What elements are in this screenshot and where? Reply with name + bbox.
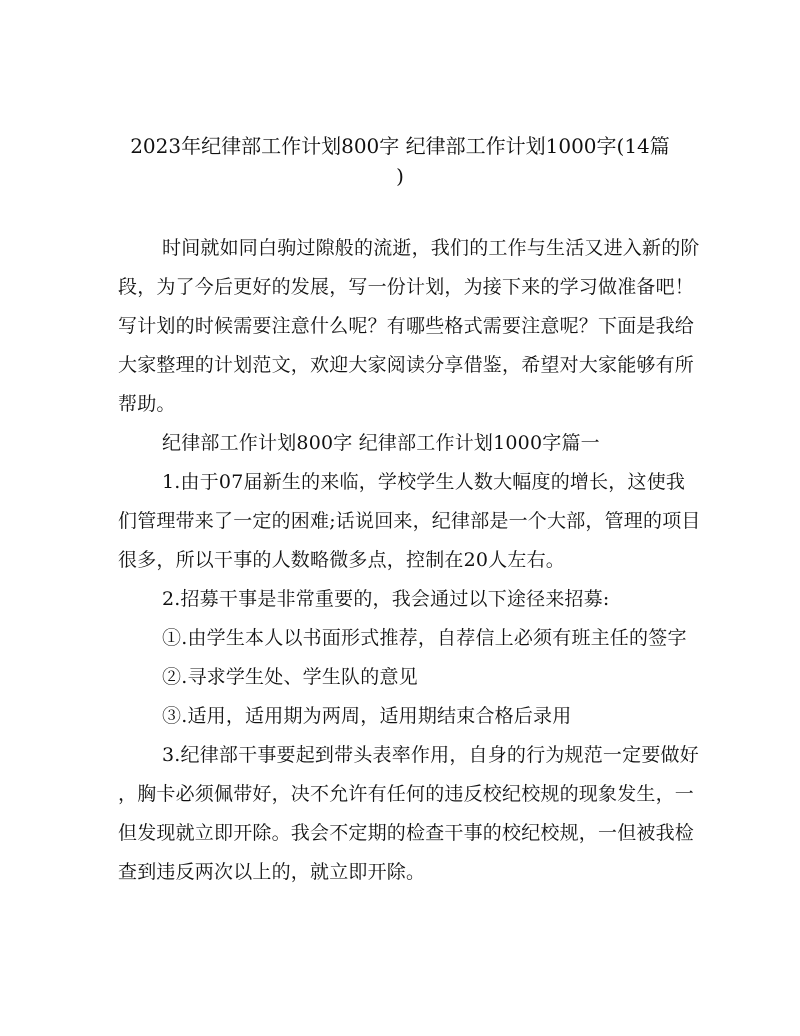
intro-line-2: 段，为了今后更好的发展，写一份计划，为接下来的学习做准备吧！	[118, 276, 695, 298]
intro-line-1: 时间就如同白驹过隙般的流逝，我们的工作与生活又进入新的阶	[162, 237, 700, 259]
title-line-2: )	[396, 164, 404, 188]
document-title	[100, 131, 700, 191]
intro-line-5: 帮助。	[118, 393, 176, 415]
section-heading: 纪律部工作计划800字 纪律部工作计划1000字篇一	[162, 432, 600, 454]
item-3-line-3: 但发现就立即开除。我会不定期的检查干事的校纪校规，一但被我检	[118, 822, 695, 844]
intro-line-3: 写计划的时候需要注意什么呢？有哪些格式需要注意呢？下面是我给	[118, 315, 695, 337]
title-line-1: 2023年纪律部工作计划800字 纪律部工作计划1000字(14篇	[130, 134, 670, 158]
sub-item-1: ①.由学生本人以书面形式推荐，自荐信上必须有班主任的签字	[162, 627, 687, 649]
sub-item-2: ②.寻求学生处、学生队的意见	[162, 666, 418, 688]
item-2-line: 2.招募干事是非常重要的，我会通过以下途径来招募:	[162, 588, 610, 610]
sub-item-3: ③.适用，适用期为两周，适用期结束合格后录用	[162, 705, 572, 727]
item-1-line-1: 1.由于07届新生的来临，学校学生人数大幅度的增长，这使我	[162, 471, 686, 493]
item-3-line-1: 3.纪律部干事要起到带头表率作用，自身的行为规范一定要做好	[162, 744, 699, 766]
item-1-line-2: 们管理带来了一定的困难;话说回来，纪律部是一个大部，管理的项目	[118, 510, 701, 532]
intro-line-4: 大家整理的计划范文，欢迎大家阅读分享借鉴，希望对大家能够有所	[118, 354, 695, 376]
item-3-line-2: ，胸卡必须佩带好，决不允许有任何的违反校纪校规的现象发生，一	[118, 783, 695, 805]
item-1-line-3: 很多，所以干事的人数略微多点，控制在20人左右。	[118, 549, 565, 571]
item-3-line-4: 查到违反两次以上的，就立即开除。	[118, 861, 426, 883]
